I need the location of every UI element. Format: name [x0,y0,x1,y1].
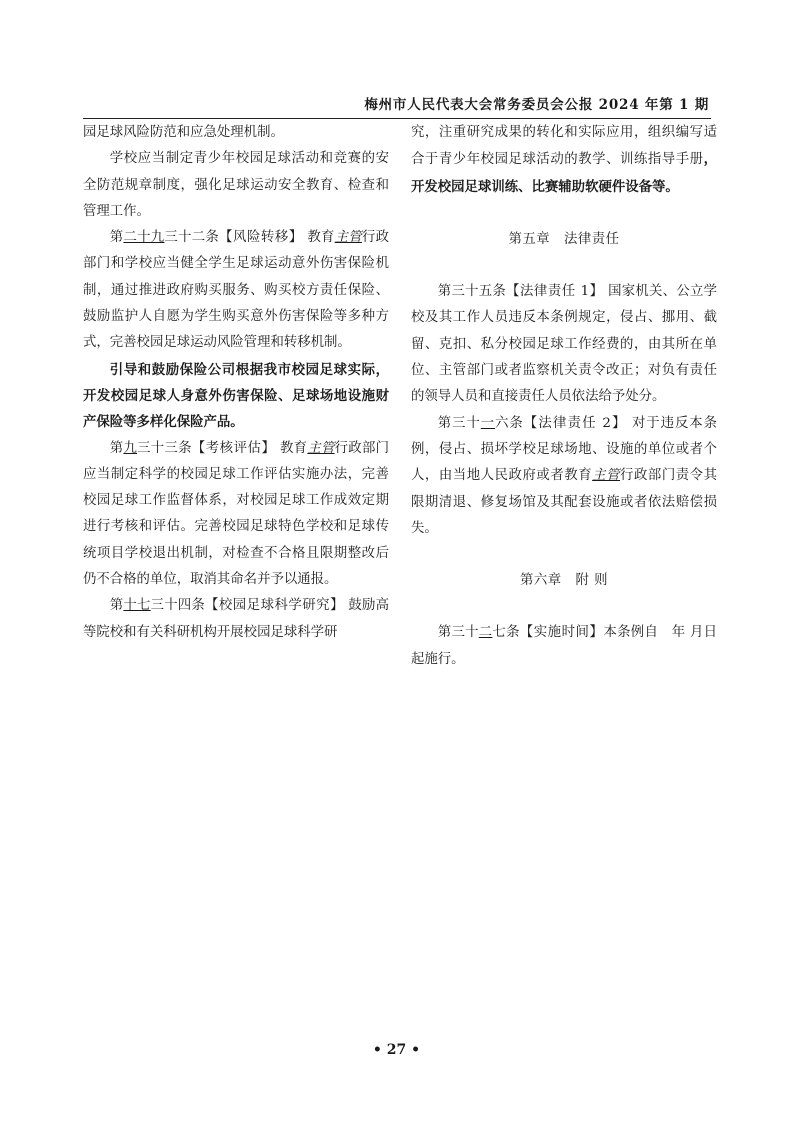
article-text: 本条例自 年 月日起施行。 [411,625,717,667]
article-37 [411,620,717,673]
added-text: ，开发校园足球训练、比赛辅助软硬件设备等。 [411,151,717,195]
article-title: 【考核评估】 [191,440,276,456]
left-column [83,120,389,646]
article-34-continued [411,120,717,201]
article-title: 【实施时间】 [519,625,604,641]
article-prefix: 第 [109,440,124,456]
gazette-title: 梅州市人民代表大会常务委员会公报 2024 年第 1 期 [364,97,709,113]
article-text: 国家机关、公立学校及其工作人员违反本条例规定，侵占、挪用、截留、克扣、私分校园足球工作经费的，由其所在单位、主管部门或者监察机关责令改正；对负有责任的领导人员和直接责任人员依法给予处分。 [411,284,718,405]
article-text: 鼓励高等院校和有关科研机构开展校园足球科学研 [83,598,390,640]
page-header [83,84,711,119]
article-text: 教育 [302,230,335,246]
article-prefix: 第三十 [437,625,479,641]
article-number: 三十四条 [150,598,205,614]
article-number: 六条 [495,415,524,431]
article-text: 行政部门应当制定科学的校园足球工作评估实施办法，完善校园足球工作监督体系，对校园足球工作成效定期进行考核和评估。完善校园足球特色学校和足球传统项目学校退出机制，对检查不合格且限期整改后仍不合格的单位，取消其命名并予以通报。 [83,440,389,588]
chapter-heading: 第五章 法律责任 [508,231,620,247]
deleted-word: 主管 [592,468,621,484]
article-text: 行政部门和学校应当健全学生足球运动意外伤害保险机制，通过推进政府购买服务、购买校方责任保险、鼓励监护人自愿为学生购买意外伤害保险等多种方式，完善校园足球运动风险管理和转移机制。 [83,230,389,351]
paragraph: 园足球风险防范和应急处理机制。 [83,125,284,140]
article-title: 【风险转移】 [219,230,303,246]
article-35 [411,279,717,410]
deleted-word: 主管 [307,440,335,456]
article-title: 【校园足球科学研究】 [205,598,344,614]
article-title: 【法律责任 1】 [506,284,604,300]
article-title: 【法律责任 2】 [523,415,627,431]
article-number: 三十三条 [137,440,192,456]
article-text: 教育 [275,440,308,456]
paragraph: 学校应当制定青少年校园足球活动和竞赛的安全防范规章制度，强化足球运动安全教育、检查和管理工作。 [83,151,389,219]
article-prefix: 第 [109,230,124,246]
article-text: 行政部门责令其限期清退、修复场馆及其配套设施或者依法赔偿损失。 [411,468,718,536]
deleted-number: 十七 [123,598,151,614]
article-number: 第三十五条 [437,284,507,300]
article-number: 七条 [492,625,520,641]
article-prefix: 第 [109,598,124,614]
article-text: 究，注重研究成果的转化和实际应用，组织编写适合于青少年校园足球活动的教学、训练指导手册 [411,125,717,168]
deleted-word: 主管 [334,230,362,246]
article-prefix: 第三十 [437,415,481,431]
article-32 [83,225,389,356]
article-33 [83,436,389,594]
article-36 [411,411,717,542]
article-number: 三十二条 [164,230,220,246]
article-text: 对于违反本条例，侵占、损坏学校足球场地、设施的单位或者个人，由当地人民政府或者教育 [411,415,717,484]
page-number: • 27 • [372,1042,421,1058]
deleted-number: 二 [478,625,493,641]
deleted-number: 二十九 [123,230,165,246]
added-paragraph: 引导和鼓励保险公司根据我市校园足球实际，开发校园足球人身意外伤害保险、足球场地设施财产保险等多样化保险产品。 [83,361,389,431]
right-column [411,120,717,673]
article-34 [83,593,389,646]
deleted-number: 九 [123,440,138,456]
chapter-heading: 第六章 附 则 [519,573,609,589]
deleted-number: 一 [480,415,496,431]
